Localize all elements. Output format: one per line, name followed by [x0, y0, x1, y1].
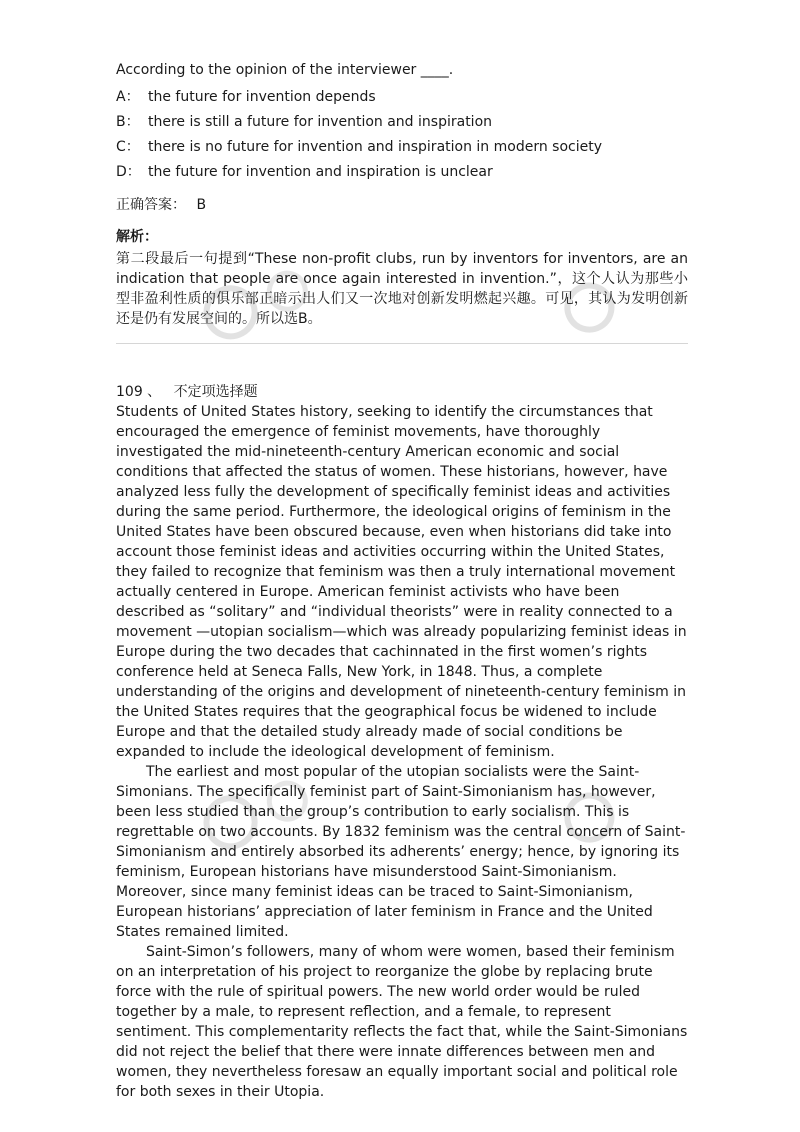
options-list: [116, 85, 688, 185]
question-type: 不定项选择题: [173, 384, 258, 400]
option-text: the future for invention and inspiration is unclear: [148, 164, 493, 180]
document-content: [116, 60, 688, 1102]
reading-passage: [116, 402, 688, 1102]
analysis-label: 解析：: [116, 229, 158, 245]
option-a: [116, 85, 688, 110]
option-text: there is still a future for invention and inspiration: [148, 114, 493, 130]
option-b: [116, 110, 688, 135]
section-divider: [116, 343, 688, 344]
option-d: [116, 160, 688, 185]
option-key: A：: [116, 89, 140, 105]
question-stem: According to the opinion of the interviewer ____.: [116, 62, 454, 78]
option-text: the future for invention depends: [148, 89, 376, 105]
passage-paragraph: The earliest and most popular of the utopian socialists were the Saint-Simonians. The specifically feminist part of Saint-Simonianism has, however, been less studied than the group’s contribution to early socialism. This is regrettable on two accounts. By 1832 feminism was the central concern of Saint-Simonianism and entirely absorbed its adherents’ energy; hence, by ignoring its feminism, European historians have misunderstood Saint-Simonianism. Moreover, since many feminist ideas can be traced to Saint-Simonianism, European historians’ appreciation of later feminism in France and the United States remained limited.: [116, 764, 686, 940]
correct-answer: [116, 195, 688, 215]
option-key: B：: [116, 114, 140, 130]
answer-label: 正确答案：: [116, 197, 186, 213]
option-text: there is no future for invention and inspiration in modern society: [148, 139, 602, 155]
analysis-text: 第二段最后一句提到“These non-profit clubs, run by inventors for inventors, are an indication that people are once again interested in invention.”，这个人认为那些小型非盈利性质的俱乐部正暗示出人们又一次地对创新发明燃起兴趣。可见，其认为发明创新还是仍有发展空间的。所以选B。: [116, 251, 688, 327]
question-number: 109 、: [116, 384, 162, 400]
question-header: [116, 382, 688, 402]
option-key: D：: [116, 164, 141, 180]
passage-paragraph: Students of United States history, seeking to identify the circumstances that encouraged the emergence of feminist movements, have thoroughly investigated the mid-nineteenth-century American economic and social conditions that affected the status of women. These historians, however, have analyzed less fully the development of specifically feminist ideas and activities during the same period. Furthermore, the ideological origins of feminism in the United States have been obscured because, even when historians did take into account those feminist ideas and activities occurring within the United States, they failed to recognize that feminism was then a truly international movement actually centered in Europe. American feminist activists who have been described as “solitary” and “individual theorists” were in reality connected to a movement —utopian socialism—which was already popularizing feminist ideas in Europe during the two decades that cachinnated in the first women’s rights conference held at Seneca Falls, New York, in 1848. Thus, a complete understanding of the origins and development of nineteenth-century feminism in the United States requires that the geographical focus be widened to include Europe and that the detailed study already made of social conditions be expanded to include the ideological development of feminism.: [116, 404, 687, 760]
answer-value: B: [196, 197, 207, 213]
option-key: C：: [116, 139, 140, 155]
option-c: [116, 135, 688, 160]
passage-paragraph: Saint-Simon’s followers, many of whom were women, based their feminism on an interpretation of his project to reorganize the globe by replacing brute force with the rule of spiritual powers. The new world order would be ruled together by a male, to represent reflection, and a female, to represent sentiment. This complementarity reflects the fact that, while the Saint-Simonians did not reject the belief that there were innate differences between men and women, they nevertheless foresaw an equally important social and political role for both sexes in their Utopia.: [116, 944, 688, 1100]
